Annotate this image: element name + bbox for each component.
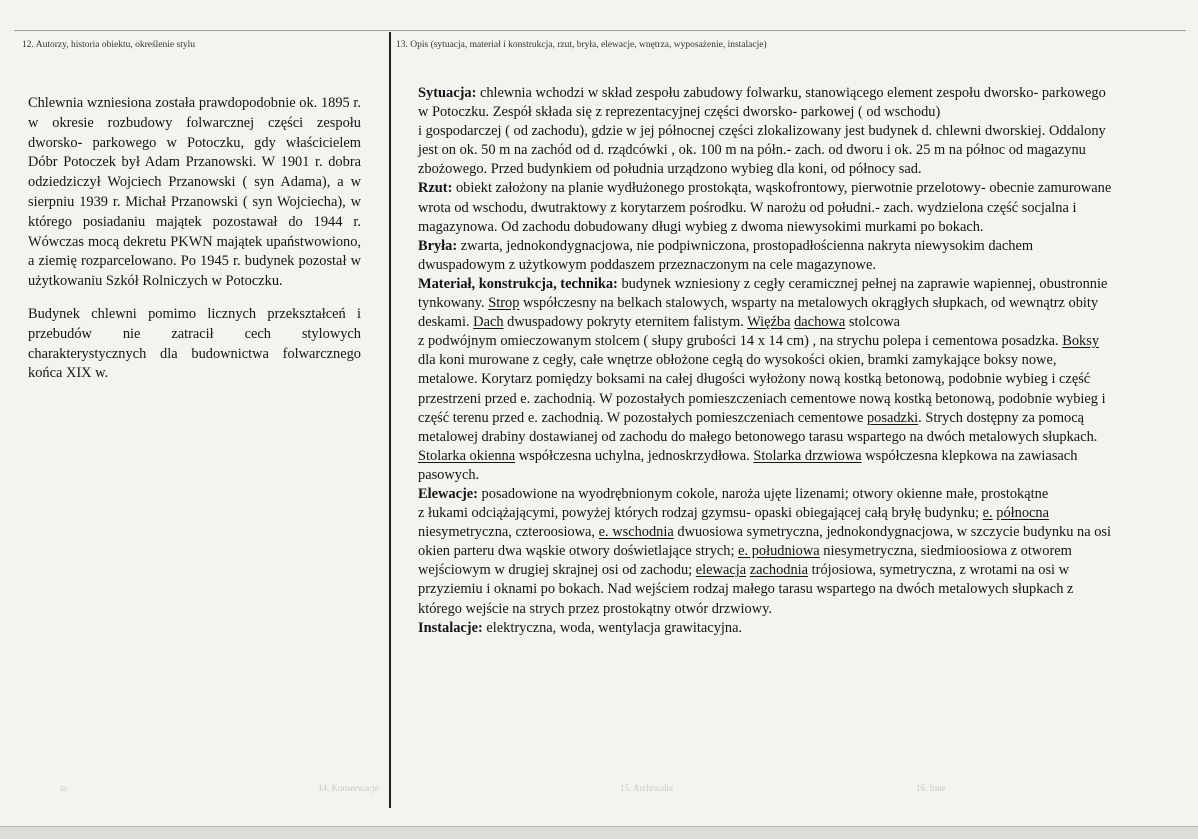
text-run: betonową, podobnie wybieg i część przestrzeni przed e. zachodnią. W pozostałych pomieszczeniach xyxy=(418,371,1091,407)
instalacje-label: Instalacje: xyxy=(418,619,483,636)
text-line: Wojciech Przanowski ( syn Adama), a w sierpniu xyxy=(28,174,361,210)
text-run: z podwójnym omieczowanym stolcem ( słupy grubości 14 x 14 cm) , na strychu polepa i cementowa xyxy=(418,333,998,350)
text-run: cementowe nową kostką betonową, podobnie wybieg i część terenu przed e. zachodnią. W pozostałych xyxy=(418,390,1106,426)
section-sytuacja xyxy=(418,84,1118,179)
elewacja-polnocna-term: e. xyxy=(982,505,993,522)
text-run: trójosiowa, symetryczna, z wrotami na osi w przyziemiu i oknami po bokach. Nad wejściem xyxy=(418,562,1070,598)
field-12-label: 12. Autorzy, historia obiektu, określenie stylu xyxy=(22,40,195,50)
boksy-term: Boksy xyxy=(1062,333,1100,350)
text-line: Budynek chlewni pomimo licznych przekształceń xyxy=(28,305,346,322)
posadzki-term: posadzki xyxy=(866,409,919,426)
text-run: dworsko- parkowego w Potoczku. Zespół składa się z reprezentacyjnej części dworsko- parkowej ( od xyxy=(418,85,1106,121)
strop-term: Strop xyxy=(488,295,520,312)
wiezba-term: Więźba xyxy=(747,314,791,331)
text-run: obiekt założony na planie wydłużonego prostokąta, wąskofrontowy, pierwotnie przelotowy- xyxy=(455,180,986,197)
text-run: z łukami odciążającymi, powyżej których rodzaj gzymsu- opaski obiegającej całą bryłę budynku; xyxy=(418,505,980,522)
field-13-label: 13. Opis (sytuacja, materiał i konstrukcja, rzut, bryła, elewacje, wnętrza, wyposażenie, instalacje) xyxy=(396,40,767,50)
section-instalacje xyxy=(418,619,1118,638)
wiezba-term-2: dachowa xyxy=(794,314,846,331)
faint-footer-label: 16. Inne xyxy=(916,783,946,793)
description-text xyxy=(418,84,1118,638)
history-paragraph-2 xyxy=(28,305,361,384)
dach-term: Dach xyxy=(473,314,504,331)
elewacja-polnocna-term-2: północna xyxy=(996,505,1049,522)
text-run: pomieszczeniach cementowe xyxy=(695,409,864,426)
text-line: którego posiadaniu majątek pozostawał do 1944 xyxy=(28,213,343,230)
section-material xyxy=(418,275,1118,485)
top-rule xyxy=(14,30,1186,31)
text-run: posadowione na wyodrębnionym cokole, naroża ujęte lizenami; otwory okienne małe, xyxy=(481,485,978,502)
section-elewacje xyxy=(418,485,1118,619)
stolarka-drzwiowa-term: Stolarka drzwiowa xyxy=(753,447,862,464)
text-run: wapiennej, obustronnie tynkowany. xyxy=(418,275,1108,312)
text-run: posadzka. xyxy=(1001,333,1059,350)
stolarka-okienna-term: Stolarka okienna xyxy=(418,447,516,464)
text-run: współczesna uchylna, jednoskrzydłowa. xyxy=(518,447,750,464)
text-line: Rolniczych w Potoczku. xyxy=(142,273,283,290)
text-run: prostokątny otwór drzwiowy. xyxy=(603,600,772,617)
text-line: 1895 r. w okresie rozbudowy folwarcznej części xyxy=(28,95,361,131)
text-line: upaństwowiono, a ziemię rozparcelowano. Po xyxy=(28,233,361,270)
text-run: stolcowa xyxy=(848,314,900,331)
text-line: folwarcznego końca XIX w. xyxy=(28,345,361,382)
elewacje-label: Elewacje: xyxy=(418,485,478,502)
text-line: właścicielem Dóbr Potoczek był Adam xyxy=(28,134,361,171)
text-run: ok. 25 m na północ od magazynu zbożowego. Przed budynkiem od południa urządzono wybieg dla koni, xyxy=(418,142,1086,178)
text-run: współczesny na belkach stalowych, wsparty na metalowych xyxy=(523,295,868,312)
section-bryla xyxy=(418,237,1118,275)
text-run: dla koni murowane z cegły, całe wnętrze obłożone cegłą do wysokości okien, bramki xyxy=(418,352,909,369)
faint-footer-label: 15. Archiwalia xyxy=(620,783,673,793)
text-run: dwuosiowa symetryczna, jednokondygnacjowa, w xyxy=(677,524,968,541)
bryla-label: Bryła: xyxy=(418,237,458,254)
text-run: niesymetryczna, siedmioosiowa z otworem wejściowym w drugiej skrajnej osi od zachodu; xyxy=(418,543,1072,579)
text-run: współczesna klepkowa na zawiasach xyxy=(865,447,1078,464)
text-run: wschodu) xyxy=(884,104,941,121)
text-run: zamykające boksy nowe, metalowe. Korytarz pomiędzy boksami na całej długości wyłożony nową kostką xyxy=(418,352,1057,388)
text-line: 1939 r. Michał Przanowski ( syn Wojciecha), w xyxy=(79,193,361,210)
faint-footer-label: 14. Konserwacje xyxy=(318,783,379,793)
text-line: i przebudów nie zatracił cech stylowych xyxy=(28,305,361,342)
text-run: dworskiej. Oddalony jest on ok. 50 m na zachód od d. rządcówki , ok. 100 m na półn.- zach. od dworu i xyxy=(418,123,1106,159)
text-run: chlewnia wchodzi w skład zespołu zabudowy folwarku, stanowiącego element zespołu xyxy=(479,85,981,101)
text-run: . Strych dostępny za pomocą metalowej drabiny dostawianej od xyxy=(418,409,1084,445)
section-rzut xyxy=(418,179,1118,236)
bottom-edge xyxy=(0,826,1198,839)
material-label: Materiał, konstrukcja, technika: xyxy=(418,275,618,292)
column-divider xyxy=(389,32,391,808)
elewacja-zachodnia-term: elewacja xyxy=(695,562,747,579)
text-run: zachodu do małego betonowego tarasu wspartego na dwóch metalowych słupkach. xyxy=(619,428,1098,445)
elewacja-zachodnia-term-2: zachodnia xyxy=(749,562,809,579)
history-text xyxy=(28,94,361,397)
text-run: obecnie zamurowane wrota od wschodu, dwutraktowy z korytarzem pośrodku. W narożu od południ.- xyxy=(418,180,1112,216)
text-line: zespołu dworsko- parkowego w Potoczku, gdy xyxy=(28,114,361,151)
text-run: od północy sad. xyxy=(830,161,922,178)
text-run: i gospodarczej ( od zachodu), gdzie w jej północnej części zlokalizowany jest budynek d. chlewni xyxy=(418,123,982,140)
text-line: r. Wówczas mocą dekretu PKWN majątek xyxy=(28,213,361,250)
text-line: Przanowski. W 1901 r. dobra odziedziczył xyxy=(28,154,361,191)
text-line: 1945 r. budynek pozostał w użytkowaniu Szkół xyxy=(28,253,361,290)
text-run: elektryczna, woda, wentylacja grawitacyjna. xyxy=(486,619,743,636)
text-run: niesymetryczna, czteroosiowa, xyxy=(418,524,596,541)
text-line: Chlewnia wzniesiona została prawdopodobnie ok. xyxy=(28,95,318,111)
faint-footer-label: ta xyxy=(60,783,67,793)
elewacja-wschodnia-term: e. wschodnia xyxy=(598,524,674,541)
text-run: szczycie budynku na osi okien parteru dwa wąskie otwory doświetlające strych; xyxy=(418,524,1112,560)
rzut-label: Rzut: xyxy=(418,180,453,197)
text-run: niewysokimi murkami po bokach. xyxy=(786,218,984,235)
text-run: budynek wzniesiony z cegły ceramicznej pełnej na zaprawie xyxy=(621,275,970,292)
text-run: rodzaj małego tarasu wspartego na dwóch metalowych słupkach z którego wejście na strych przez xyxy=(418,581,1074,617)
text-run: prostokątne xyxy=(981,485,1049,502)
text-line: charakterystycznych dla budownictwa xyxy=(28,345,269,362)
sytuacja-label: Sytuacja: xyxy=(418,85,477,101)
elewacja-poludniowa-term: e. południowa xyxy=(738,543,820,560)
text-run: dachem dwuspadowym z użytkowym poddaszem przeznaczonym na cele magazynowe. xyxy=(418,237,1034,273)
text-run: zwarta, jednokondygnacjowa, nie podpiwniczona, prostopadłościenna nakryta niewysokim xyxy=(460,237,985,254)
text-run: dwuspadowy pokryty eternitem falistym. xyxy=(507,314,744,331)
text-run: okrągłych słupkach, od wewnątrz obity deskami. xyxy=(418,295,1099,331)
text-run: pasowych. xyxy=(418,466,480,483)
text-run: zach. wydzielona część socjalna i magazynowa. Od zachodu dobudowany długi wybieg z dwoma xyxy=(418,199,1077,235)
history-paragraph-1 xyxy=(28,94,361,292)
